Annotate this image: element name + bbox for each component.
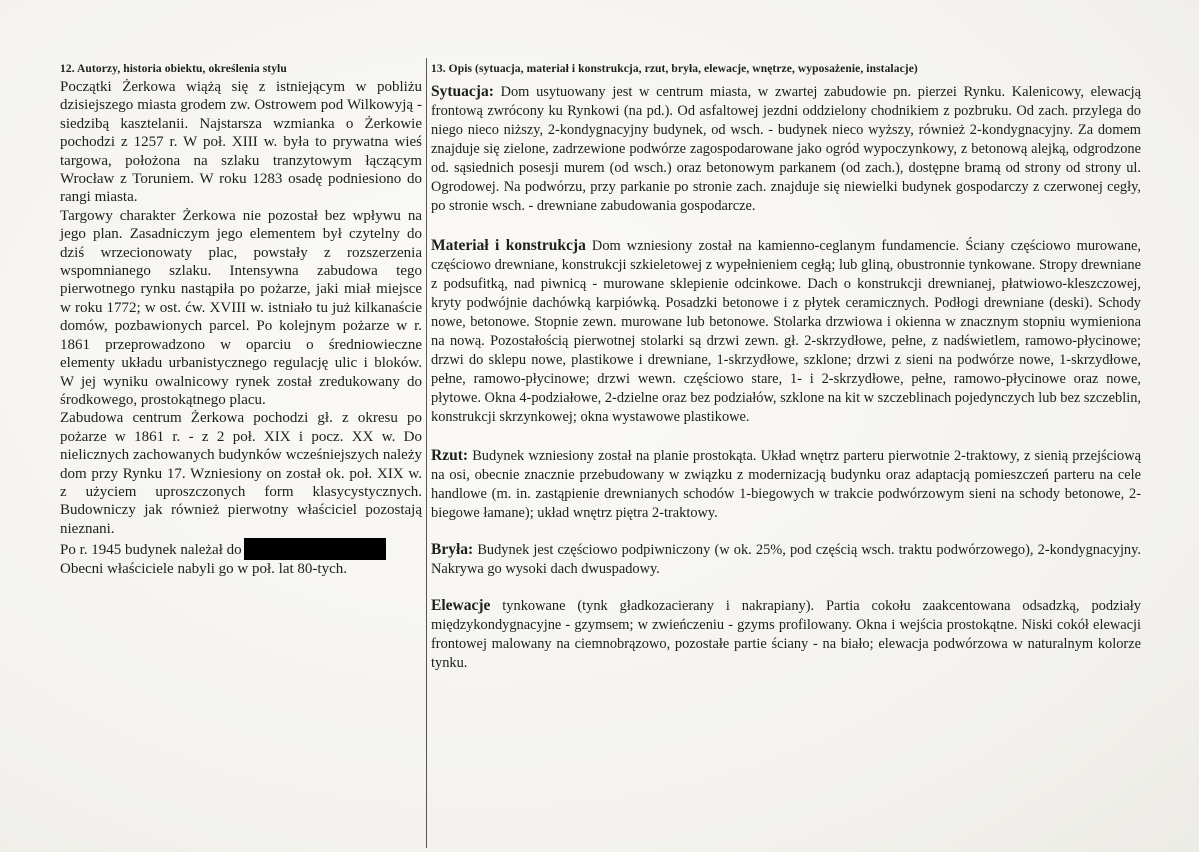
section-13-heading: 13. Opis (sytuacja, materiał i konstrukcja, rzut, bryła, elewacje, wnętrze, wyposażenie, instalacje) bbox=[431, 63, 918, 75]
sytuacja-label: Sytuacja: bbox=[431, 83, 494, 100]
section-13 bbox=[431, 62, 1141, 673]
owner-line bbox=[60, 538, 422, 560]
owner-line-text: Po r. 1945 budynek należał do bbox=[60, 542, 242, 559]
material-label: Materiał i konstrukcja bbox=[431, 237, 586, 254]
sytuacja-text: Dom usytuowany jest w centrum miasta, w zwartej zabudowie pn. pierzei Rynku. Kalenicowy, elewacją frontową zwrócony ku Rynkowi (na pd.). Od asfaltowej jezdni oddzielony chodnikiem z pozbruku. Od zach. przylega do niego nieco niższy, 2-kondygnacyjny budynek, od wsch. - budynek nieco wyższy, również 2-kondygnacyjny. Za domem znajduje się zielone, zadrzewione podwórze zagospodarowane jako ogród wypoczynkowy, z betonową alejką, odgrodzone od. sąsiednich posesji murem (od wsch.) oraz betonowym parkanem (od zach.), dostępne bramą od strony od strony ul. Ogrodowej. Na podwórzu, przy parkanie po stronie zach. znajduje się niewielki budynek gospodarczy z czerwonej cegły, po stronie wsch. - drewniane zabudowania gospodarcze. bbox=[431, 84, 1141, 214]
material-paragraph bbox=[431, 236, 1141, 427]
elewacje-text: tynkowane (tynk gładkozacierany i nakrapiany). Partia cokołu zaakcentowana odsadzką, podziały międzykondygnacyjne - gzymsem; w zwieńczeniu - gzyms profilowany. Okna i wejścia prostokątne. Niski cokół elewacji frontowej malowany na ciemnobrązowo, pozostałe partie ściany - na biało; elewacja podwórzowa w naturalnym kolorze tynku. bbox=[431, 598, 1141, 671]
elewacje-paragraph bbox=[431, 596, 1141, 673]
redaction-bar bbox=[244, 538, 386, 560]
material-text: Dom wzniesiony został na kamienno-ceglanym fundamencie. Ściany częściowo murowane, częściowo drewniane, konstrukcji szkieletowej z wypełnieniem cegłą; lub gliną, obustronnie tynkowane. Stropy drewniane z podsufitką, nad piwnicą - murowane sklepienie odcinkowe. Dach o konstrukcji drewnianej, płatwiowo-kleszczowej, kryty podwójnie dachówką karpiówką. Posadzki betonowe i z płytek ceramicznych. Podłogi drewniane (deski). Schody nowe, betonowe. Stopnie zewn. murowane lub betonowe. Stolarka drzwiowa i okienna w znacznym stopniu wymieniona na nową. Pozostałością pierwotnej stolarki są drzwi zewn. gł. 2-skrzydłowe, pełne, z nadświetlem, ramowo-płycinowe; drzwi do sklepu nowe, plastikowe i drewniane, 1-skrzydłowe, szklone; drzwi z sieni na podwórze nowe, 1-skrzydłowe, pełne, ramowo-płycinowe; drzwi wewn. częściowo stare, 1- i 2-skrzydłowe, pełne, ramowo-płycinowe oraz nowe, płytowe. Okna 4-podziałowe, 2-dzielne oraz bez podziałów, szklone na kit w szczeblinach pojedynczych lub bez szczeblin, konstrukcji skrzynkowej; okna wystawowe plastikowe. bbox=[431, 238, 1141, 425]
history-paragraph-2: Targowy charakter Żerkowa nie pozostał bez wpływu na jego plan. Zasadniczym jego elementem był czytelny do dziś wrzecionowaty plac, powstały z rozszerzenia wspomnianego szlaku. Intensywna zabudowa tego pierwotnego rynku nastąpiła po pożarze, jaki miał miejsce w roku 1772; w ost. ćw. XVIII w. istniało tu już kilkanaście domów, pozbawionych parcel. Po kolejnym pożarze w r. 1861 przeprowadzono w oparciu o średniowieczne elementy układu urbanistycznego regulację ulic i bloków. W jej wyniku owalnicowy rynek został zredukowany do środkowego, prostokątnego placu. bbox=[60, 207, 422, 408]
sytuacja-paragraph bbox=[431, 82, 1141, 216]
section-12-body bbox=[60, 78, 422, 579]
bryla-paragraph bbox=[431, 540, 1141, 579]
section-12-heading: 12. Autorzy, historia obiektu, określenia stylu bbox=[60, 63, 287, 75]
bryla-label: Bryła: bbox=[431, 541, 474, 558]
history-paragraph-1: Początki Żerkowa wiążą się z istniejącym w pobliżu dzisiejszego miasta grodem zw. Ostrowem pod Wilkowyją - siedzibą kasztelanii. Najstarsza wzmianka o Żerkowie pochodzi z 1257 r. W poł. XIII w. była to prywatna wieś targowa, położona na szlaku tranzytowym łączącym Wrocław z Toruniem. W roku 1283 osadę podniesiono do rangi miasta. bbox=[60, 79, 422, 206]
rzut-text: Budynek wzniesiony został na planie prostokąta. Układ wnętrz parteru pierwotnie 2-traktowy, z sienią przejściową na osi, obecnie znacznie przebudowany w związku z modernizacją budynku oraz adaptacją pomieszczeń parteru na cele handlowe (m. in. zastąpienie drewnianych schodów 1-biegowych w trakcie podwórzowym sieni na schody betonowe, 2-biegowe łamane); układ wnętrz piętra 2-traktowy. bbox=[431, 448, 1141, 521]
current-owner-line: Obecni właściciele nabyli go w poł. lat 80-tych. bbox=[60, 561, 347, 578]
section-12 bbox=[60, 62, 422, 579]
history-paragraph-3: Zabudowa centrum Żerkowa pochodzi gł. z okresu po pożarze w 1861 r. - z 2 poł. XIX i pocz. XX w. Do nielicznych zachowanych budynków wcześniejszych należy dom przy Rynku 17. Wzniesiony on został ok. poł. XIX w. z użyciem uproszczonych form klasycystycznych. Budowniczy jak również pierwotny właściciel pozostają nieznani. bbox=[60, 410, 422, 537]
rzut-paragraph bbox=[431, 446, 1141, 523]
elewacje-label: Elewacje bbox=[431, 597, 491, 614]
bryla-text: Budynek jest częściowo podpiwniczony (w ok. 25%, pod częścią wsch. traktu podwórzowego), 2-kondygnacyjny. Nakrywa go wysoki dach dwuspadowy. bbox=[431, 542, 1141, 577]
rzut-label: Rzut: bbox=[431, 447, 469, 464]
column-divider bbox=[426, 58, 427, 848]
